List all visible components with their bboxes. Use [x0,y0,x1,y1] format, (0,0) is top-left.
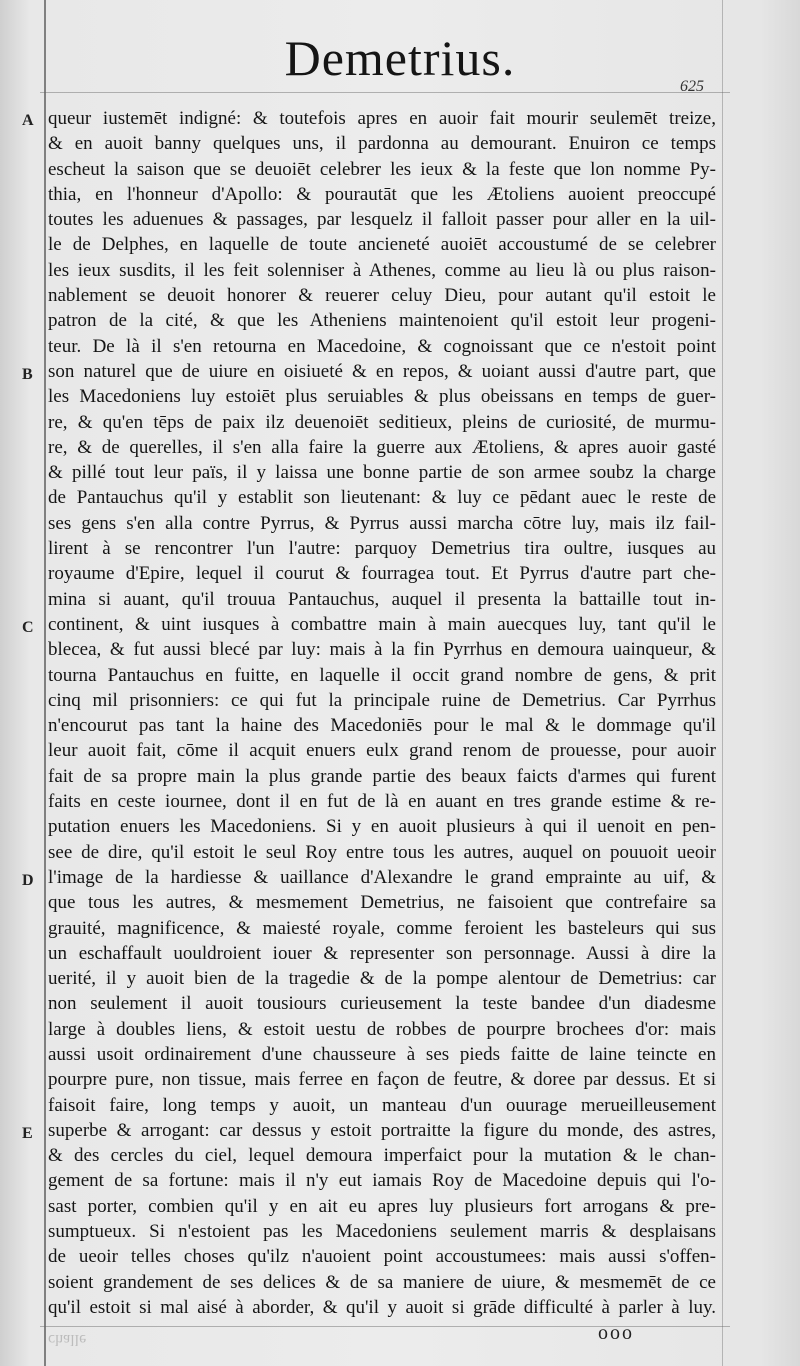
header-rule [40,92,730,93]
text-line: royaume d'Epire, lequel il courut & fourragea tout. Et Pyrrus d'autre part che- [48,563,716,585]
text-line: faisoit faire, long temps y auoit, un manteau d'un ouurage merueilleusement [48,1094,716,1116]
text-line: son naturel que de uiure en oisiueté & en repos, & uoiant aussi d'autre part, que [48,360,716,382]
text-line: pourpre pure, non tissue, mais ferree en façon de feutre, & doree par dessus. Et si [48,1069,716,1091]
text-line: grauité, magnificence, & maiesté royale, comme feroient les basteleurs qui sus [48,917,716,939]
text-line: lirent à se rencontrer l'un l'autre: parquoy Demetrius tira oultre, iusques au [48,538,716,560]
margin-mark-e: E [22,1125,33,1142]
text-line: queur iustemēt indigné: & toutefois apres en auoir fait mourir seulemēt treize, [48,108,716,129]
text-line: un eschaffault uouldroient iouer & representer son personnage. Aussi à dire la [48,942,716,964]
text-line: sumptueux. Si n'estoient pas les Macedoniens seulement marris & desplaisans [48,1221,716,1243]
text-line: l'image de la hardiesse & uaillance d'Alexandre le grand emprainte au uif, & [48,866,716,888]
body-text [48,106,716,1320]
text-line: & en auoit banny quelques uns, il pardonna au demourant. Enuiron ce temps [48,133,716,155]
text-line: teur. De là il s'en retourna en Macedoine, & cognoissant que ce n'estoit point [48,335,716,357]
margin-mark-c: C [22,619,34,636]
margin-mark-b: B [22,366,33,383]
text-line: re, & qu'en tēps de paix ilz deuenoiēt seditieux, pleins de curiosité, de murmu- [48,411,716,433]
margin-mark-d: D [22,872,34,889]
text-line: ses gens s'en alla contre Pyrrus, & Pyrrus aussi marcha cōtre luy, mais ilz fail- [48,512,716,534]
text-line: de Pantauchus qu'il y establit son lieutenant: & luy ce pēdant auec le reste de [48,487,716,509]
text-line: toutes les aduenues & passages, par lesquelz il falloit passer pour aller en la uil- [48,209,716,231]
text-line: non seulement il auoit tousiours curieusement la teste bandee d'un diadesme [48,993,716,1015]
text-line: re, & de querelles, il s'en alla faire la guerre aux Ætoliens, & apres auoir gasté [48,436,716,458]
text-line: large à doubles liens, & estoit uestu de robbes de pourpre brochees d'or: mais [48,1018,716,1040]
text-line: thia, en l'honneur d'Apollo: & pourautāt que les Ætoliens auoient preoccupé [48,183,716,205]
text-line: see de dire, qu'il estoit le seul Roy entre tous les autres, auquel on pouuoit ueoir [48,841,716,863]
text-line: soient grandement de ses delices & de sa maniere de uiure, & mesmemēt de ce [48,1271,716,1293]
text-line: aussi usoit ordinairement d'une chausseure à ses pieds faitte de laine teincte en [48,1043,716,1065]
text-line: mina si auant, qu'il trouua Pantauchus, auquel il presenta la battaille tout in- [48,588,716,610]
text-line: blecea, & fut aussi blecé par luy: mais à la fin Pyrrhus en demoura uainqueur, & [48,639,716,661]
text-line: gement de sa fortune: mais il n'y eut iamais Roy de Macedoine depuis qui l'o- [48,1170,716,1192]
text-line: tourna Pantauchus en fuitte, en laquelle il occit grand nombre de gens, & prit [48,664,716,686]
text-line: nablement se deuoit honorer & reuerer celuy Dieu, pour autant qu'il estoit le [48,285,716,307]
page-number: 625 [680,78,704,95]
text-line: les ieux susdits, il les feit solenniser à Athenes, comme au lieu là ou plus raison- [48,259,716,281]
text-line: putation enuers les Macedoniens. Si y en auoit plusieurs à qui il uenoit en pen- [48,816,716,838]
text-line: patron de la cité, & que les Atheniens maintenoient qu'il estoit leur progeni- [48,310,716,332]
text-line: & pillé tout leur païs, il y laissa une bonne partie de son armee soubz la charge [48,462,716,484]
text-line: uerité, il y auoit bien de la tragedie & de la pompe alentour de Demetrius: car [48,968,716,990]
text-line: fait de sa propre main la plus grande partie des beaux faicts d'armes qui furent [48,765,716,787]
margin-mark-a: A [22,112,34,129]
text-line: faits en ceste iournee, dont il en fut de là en auant en tres grande estime & re- [48,791,716,813]
text-line: de ueoir telles choses qu'ilz n'auoient point accoustumees: mais aussi s'offen- [48,1246,716,1268]
running-title: Demetrius. [284,30,516,86]
left-margin-rule [44,0,46,1366]
text-line: n'encourut pas tant la haine des Macedoniēs pour le mal & le dommage qu'il [48,715,716,737]
text-line: les Macedoniens luy estoiēt plus seruiables & plus obeissans en temps de guer- [48,386,716,408]
right-margin-rule [722,0,723,1366]
text-line: continent, & uint iusques à combattre main à main auecques luy, tant qu'il le [48,613,716,635]
text-line: leur auoit fait, cōme il acquit enuers eulx grand renom de prouesse, pour auoir [48,740,716,762]
bleed-through-text: challe [48,1331,87,1348]
text-line: cinq mil prisonniers: ce qui fut la principale ruine de Demetrius. Car Pyrrhus [48,689,716,711]
text-line: le de Delphes, en laquelle de toute ancieneté auoiēt accoustumé de se celebrer [48,234,716,256]
text-line: superbe & arrogant: car dessus y estoit portraitte la figure du monde, des astres, [48,1119,716,1141]
text-line: sast porter, combien qu'il y en ait eu apres luy plusieurs fort arrogans & pre- [48,1195,716,1217]
signature-mark: ooo [598,1322,634,1344]
text-line: & des cercles du ciel, lequel demoura imperfaict pour la mutation & le chan- [48,1145,716,1167]
text-line: escheut la saison que se deuoiēt celebrer les ieux & la feste que lon nomme Py- [48,158,716,180]
text-line: que tous les autres, & mesmement Demetrius, ne faisoient que contrefaire sa [48,892,716,914]
text-line: qu'il estoit si mal aisé à aborder, & qu'il y auoit si grāde difficulté à parler à luy. [48,1296,716,1318]
